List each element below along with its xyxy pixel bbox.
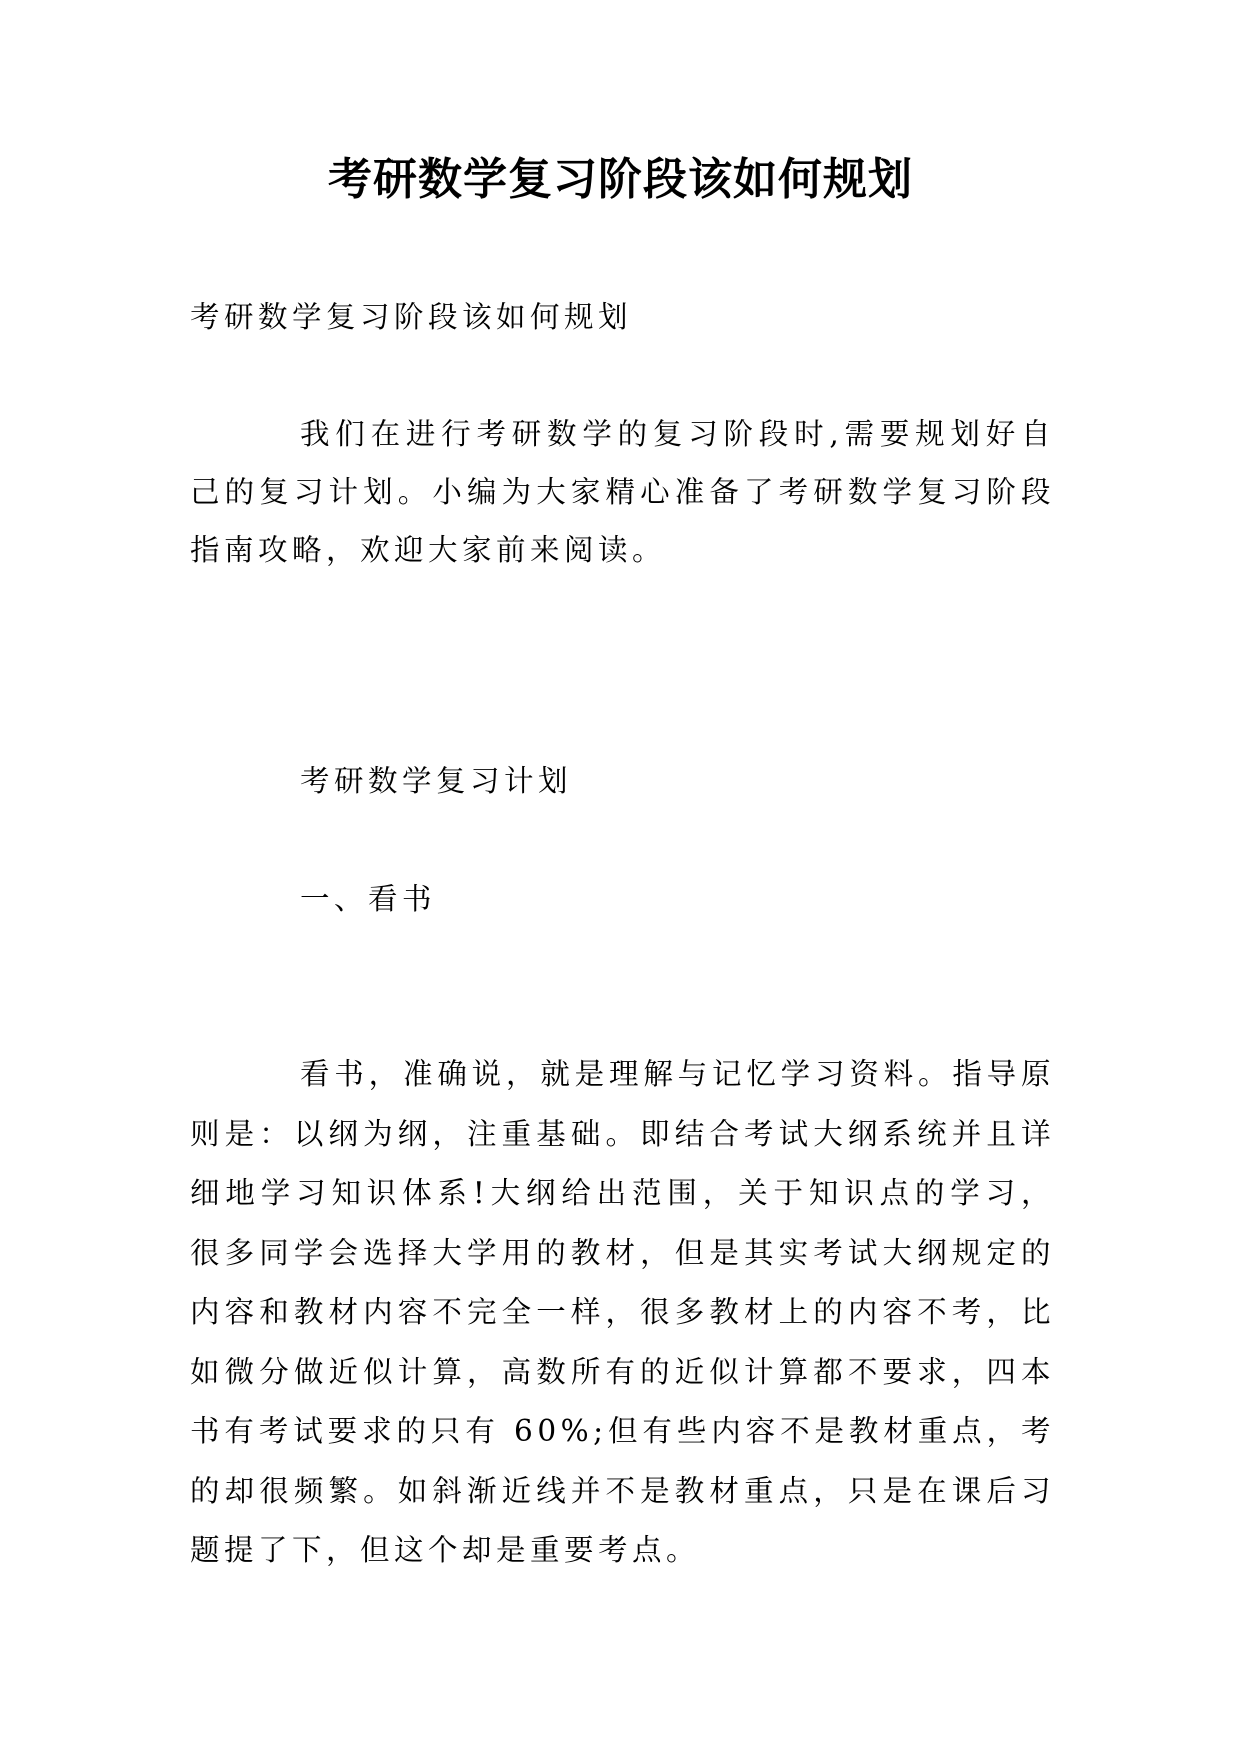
section-one-heading: 一、看书 [300,882,437,916]
section-one-paragraph: 看书，准确说，就是理解与记忆学习资料。指导原则是：以纲为纲，注重基础。即结合考试大纲系统并且详细地学习知识体系!大纲给出范围，关于知识点的学习，很多同学会选择大学用的教材，但是其实考试大纲规定的内容和教材内容不完全一样，很多教材上的内容不考，比如微分做近似计算，高数所有的近似计算都不要求，四本书有考试要求的只有 60%;但有些内容不是教材重点，考的却很频繁。如斜渐近线并不是教材重点，只是在课后习题提了下，但这个却是重要考点。 [190,1057,1055,1567]
intro-paragraph: 我们在进行考研数学的复习阶段时,需要规划好自己的复习计划。小编为大家精心准备了考研数学复习阶段指南攻略，欢迎大家前来阅读。 [190,417,1055,567]
document-title: 考研数学复习阶段该如何规划 [328,154,913,205]
document-subtitle: 考研数学复习阶段该如何规划 [190,300,633,334]
plan-heading: 考研数学复习计划 [300,764,573,798]
